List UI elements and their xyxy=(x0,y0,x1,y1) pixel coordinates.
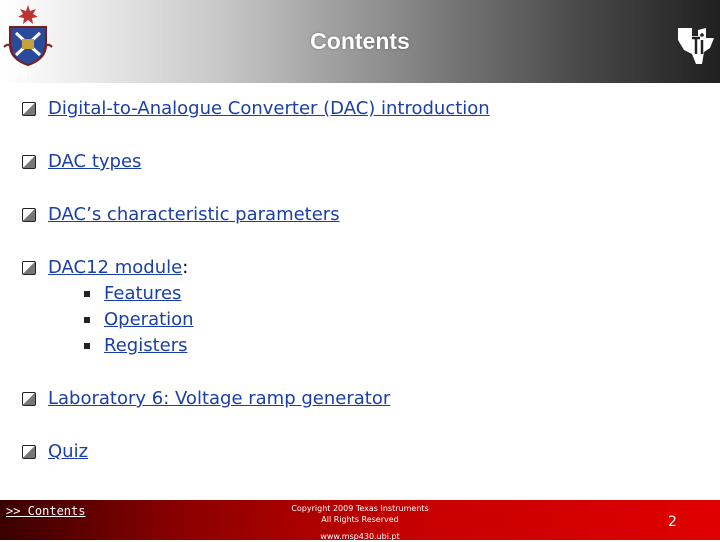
topic-link[interactable]: DAC types xyxy=(48,151,142,172)
topic-link[interactable]: Quiz xyxy=(48,441,89,462)
item-suffix: : xyxy=(182,257,189,278)
topic-link[interactable]: Digital-to-Analogue Converter (DAC) introduction xyxy=(48,98,490,119)
list-item xyxy=(22,439,702,465)
copyright-line: Copyright 2009 Texas Instruments xyxy=(291,504,429,513)
texas-instruments-logo-icon xyxy=(672,24,720,68)
topic-link[interactable]: DAC’s characteristic parameters xyxy=(48,204,340,225)
page-number: 2 xyxy=(668,514,677,530)
list-item xyxy=(22,255,702,359)
list-item xyxy=(22,149,702,175)
org-label: UBI xyxy=(12,67,33,80)
contents-nav-link[interactable]: >> Contents xyxy=(6,504,86,518)
sub-list-item xyxy=(48,307,702,333)
square-bullet-icon xyxy=(84,291,90,297)
checkbox-bullet-icon xyxy=(22,445,36,459)
subtopic-link[interactable]: Registers xyxy=(104,335,188,356)
list-item xyxy=(22,96,702,122)
contents-list xyxy=(22,96,702,465)
sub-list-item xyxy=(48,281,702,307)
website-text: www.msp430.ubi.pt xyxy=(320,532,400,541)
header-bar xyxy=(0,0,720,83)
checkbox-bullet-icon xyxy=(22,102,36,116)
footer-bar xyxy=(0,500,720,540)
list-item xyxy=(22,202,702,228)
copyright-notice xyxy=(240,503,480,542)
subtopic-link[interactable]: Features xyxy=(104,283,182,304)
subtopic-link[interactable]: Operation xyxy=(104,309,194,330)
checkbox-bullet-icon xyxy=(22,261,36,275)
topic-link[interactable]: DAC12 module xyxy=(48,257,183,278)
checkbox-bullet-icon xyxy=(22,155,36,169)
topic-link[interactable]: Laboratory 6: Voltage ramp generator xyxy=(48,388,391,409)
rights-line: All Rights Reserved xyxy=(321,515,399,524)
checkbox-bullet-icon xyxy=(22,392,36,406)
checkbox-bullet-icon xyxy=(22,208,36,222)
sub-list-item xyxy=(48,333,702,359)
list-item xyxy=(22,386,702,412)
square-bullet-icon xyxy=(84,343,90,349)
square-bullet-icon xyxy=(84,317,90,323)
page-title: Contents xyxy=(310,28,410,54)
